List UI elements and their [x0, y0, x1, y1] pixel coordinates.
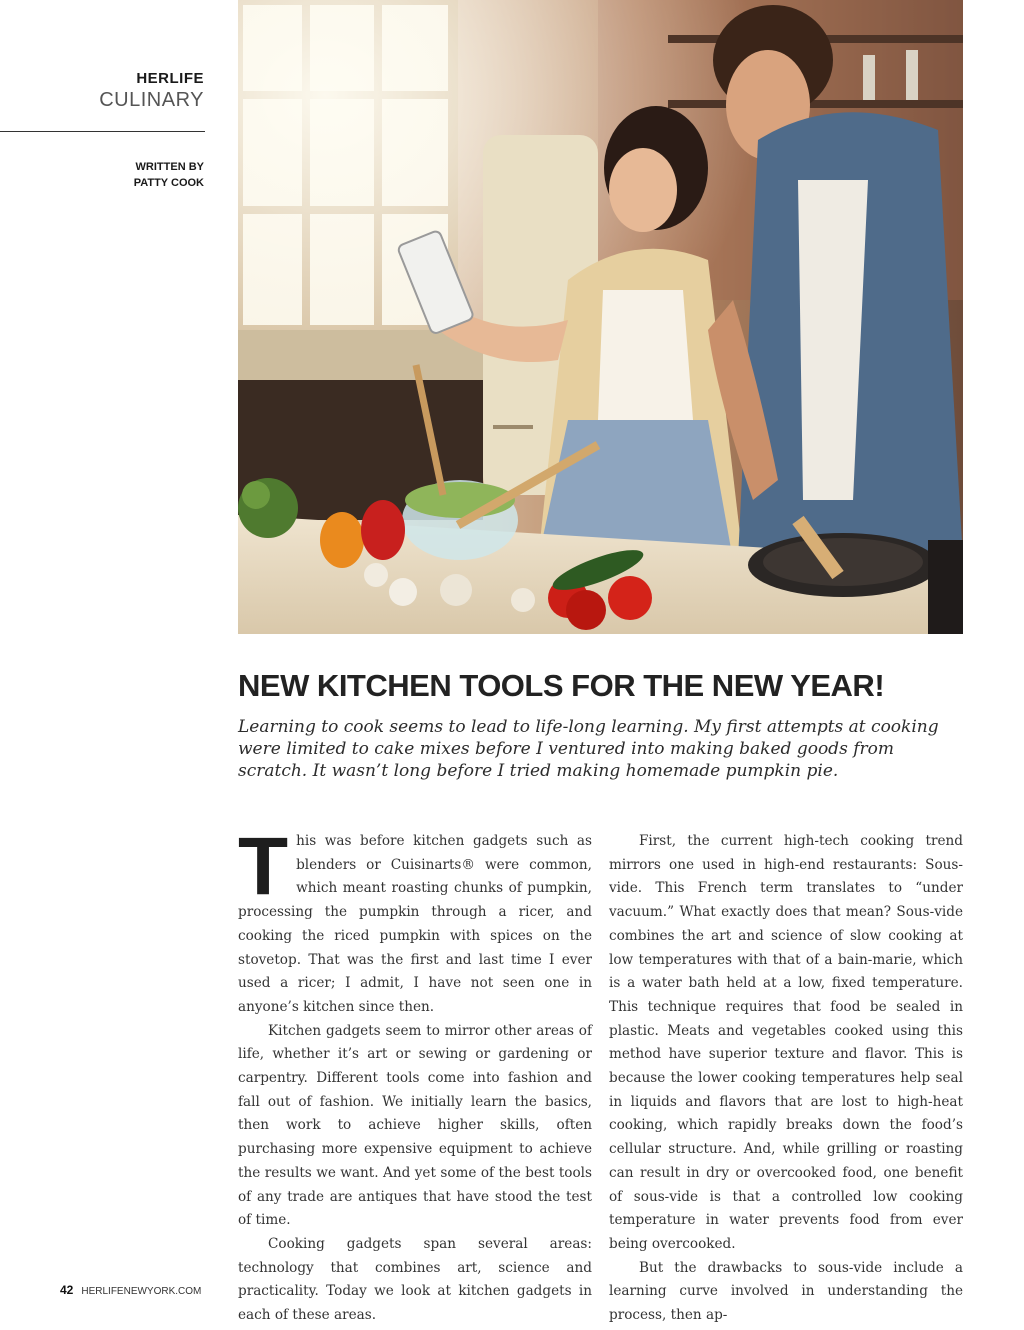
article-column-left [238, 821, 592, 1328]
body-paragraph [238, 821, 592, 1020]
body-paragraph: But the drawbacks to sous-vide include a learning curve involved in understanding the process, then ap- [609, 1259, 963, 1324]
section-name: CULINARY [99, 89, 204, 111]
body-text: his was before kitchen gadgets such as blenders or Cuisinarts® were common, which meant roasting chunks of pumpkin, processing the pumpkin through a ricer, and cooking the riced pumpkin with spices on the stovetop. That was the first and last time I ever used a ricer; I admit, I have not seen one in anyone’s kitchen since then. [238, 833, 592, 1015]
byline-label: WRITTEN BY [135, 161, 204, 173]
sidebar-divider [0, 131, 205, 132]
magazine-name: HERLIFE [136, 70, 204, 87]
byline-author: PATTY COOK [133, 177, 204, 189]
article-deck: Learning to cook seems to lead to life-long learning. My first attempts at cooking were limited to cake mixes before I ventured into making baked goods from scratch. It wasn’t long before I tried making homemade pumpkin pie. [238, 717, 939, 781]
body-paragraph: Kitchen gadgets seem to mirror other areas of life, whether it’s art or sewing or gardening or carpentry. Different tools come into fashion and fall out of fashion. We initially learn the basics, then work to achieve higher skills, often purchasing more expensive equipment to achieve the results we want. And yet some of the best tools of any trade are antiques that have stood the test of time. [238, 1022, 592, 1229]
page-footer [60, 1283, 201, 1297]
section-branding [99, 70, 204, 112]
byline [134, 159, 204, 191]
body-paragraph: Cooking gadgets span several areas: technology that combines art, science and practicality. Today we look at kitchen gadgets in each of these areas. [238, 1235, 592, 1324]
website-url: HERLIFENEWYORK.COM [81, 1286, 202, 1297]
kitchen-scene-illustration [238, 0, 963, 634]
page-number: 42 [60, 1283, 74, 1297]
body-paragraph: First, the current high-tech cooking trend mirrors one used in high-end restaurants: Sous-vide. This French term translates to “under vacuum.” What exactly does that mean? Sous-vide combines the art and science of slow cooking at low temperatures with that of a bain-marie, which is a water bath held at a low, fixed temperature. This technique requires that food be sealed in plastic. Meats and vegetables cooked using this method have superior texture and flavor. This is because the lower cooking temperatures help seal in liquids and flavors that are lost to high-heat cooking, which rapidly breaks down the food’s cellular structure. And, while grilling or roasting can result in dry or overcooked food, one benefit of sous-vide is that a controlled low cooking temperature in water prevents food from ever being overcooked. [609, 833, 963, 1252]
hero-photo [238, 0, 963, 634]
article-headline: NEW KITCHEN TOOLS FOR THE NEW YEAR! [238, 668, 885, 703]
drop-cap: T [238, 821, 289, 912]
article-column-right [609, 830, 963, 1328]
